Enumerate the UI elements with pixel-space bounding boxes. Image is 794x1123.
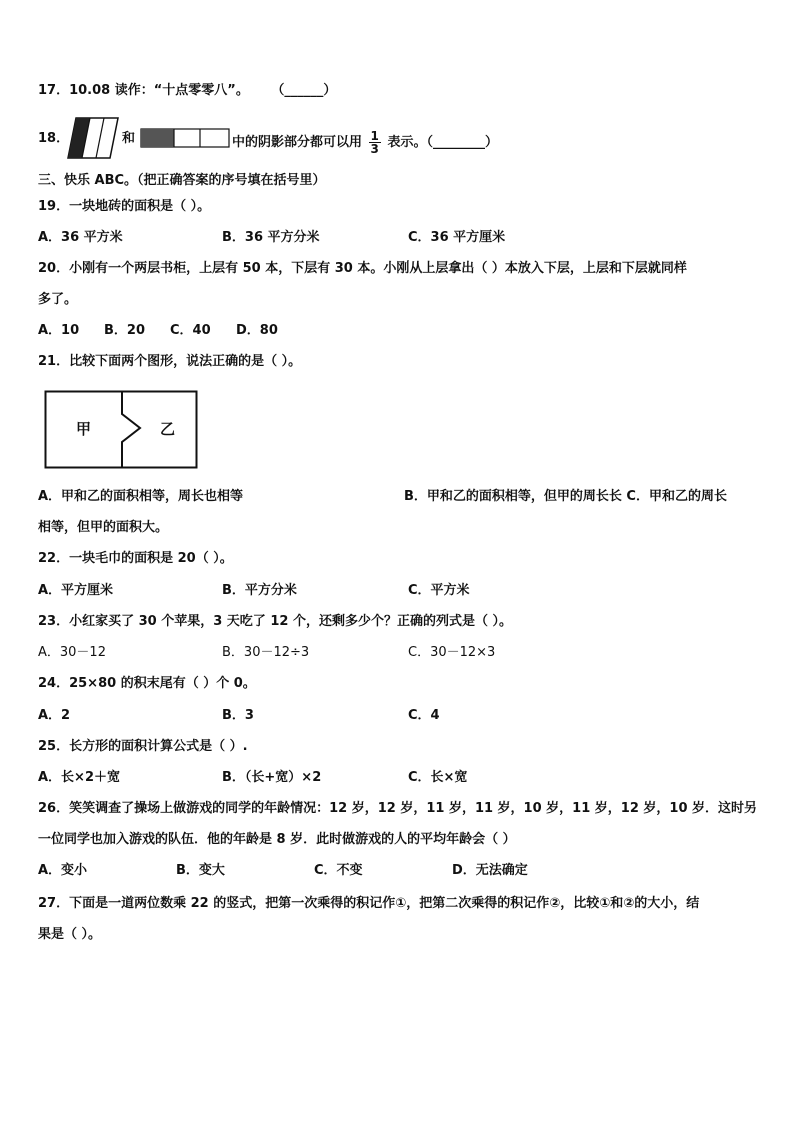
option-d[interactable]: D．80 <box>236 323 278 338</box>
question-21: 21．比较下面两个图形，说法正确的是（ ）。 <box>38 354 302 369</box>
option-c[interactable]: C．4 <box>408 708 440 723</box>
question-18-number: 18． <box>38 131 70 146</box>
question-25: 25．长方形的面积计算公式是（ ）. <box>38 739 248 754</box>
option-d[interactable]: D．无法确定 <box>452 863 528 878</box>
option-a[interactable]: A．长×2＋宽 <box>38 770 120 785</box>
question-27-line2: 果是（ ）。 <box>38 927 102 942</box>
option-a[interactable]: A．30－12 <box>38 645 106 660</box>
question-26-line1: 26．笑笑调查了操场上做游戏的同学的年龄情况：12 岁，12 岁，11 岁，11 岁，10 岁，11 岁，12 岁，10 岁．这时另 <box>38 801 758 816</box>
option-c[interactable]: C．不变 <box>314 863 363 878</box>
option-a[interactable]: A．变小 <box>38 863 88 878</box>
question-26-line2: 一位同学也加入游戏的队伍．他的年龄是 8 岁．此时做游戏的人的平均年龄会（ ） <box>38 832 516 847</box>
option-c[interactable]: C．长×宽 <box>408 770 468 785</box>
option-a[interactable]: A．36 平方米 <box>38 230 123 245</box>
question-18-text <box>232 130 498 155</box>
shape-label-jia: 甲 <box>76 420 92 438</box>
option-a[interactable]: A．2 <box>38 708 71 723</box>
option-b[interactable]: B．20 <box>104 323 145 338</box>
option-c[interactable]: C．30－12×3 <box>408 645 496 660</box>
option-a[interactable]: A．10 <box>38 323 80 338</box>
question-27-line1: 27．下面是一道两位数乘 22 的竖式，把第一次乘得的积记作①，把第二次乘得的积记作②，比较①和②的大小，结 <box>38 896 700 911</box>
option-b[interactable]: B．3 <box>222 708 254 723</box>
option-b[interactable]: B．36 平方分米 <box>222 230 320 245</box>
question-text: 10.08 读作：“十点零零八”。 <box>69 83 249 98</box>
answer-blank[interactable]: （______） <box>271 83 337 98</box>
question-number: 17． <box>38 83 70 98</box>
option-c-continued[interactable]: 相等，但甲的面积大。 <box>38 520 169 535</box>
fraction-numerator: 1 <box>370 129 379 143</box>
question-22: 22．一块毛巾的面积是 20（ ）。 <box>38 551 233 566</box>
section-title: 三、快乐 ABC。（把正确答案的序号填在括号里） <box>38 173 326 188</box>
question-20-line1: 20．小刚有一个两层书柜，上层有 50 本，下层有 30 本。小刚从上层拿出（ ）本放入下层，上层和下层就同样 <box>38 261 687 276</box>
option-c[interactable]: C．36 平方厘米 <box>408 230 506 245</box>
question-17 <box>38 82 336 100</box>
option-b[interactable]: B．30－12÷3 <box>222 645 310 660</box>
option-b[interactable]: B．（长+宽）×2 <box>222 770 322 785</box>
question-20-line2: 多了。 <box>38 292 78 307</box>
option-a[interactable]: A．甲和乙的面积相等，周长也相等 <box>38 489 244 504</box>
option-b-c[interactable]: B．甲和乙的面积相等，但甲的周长长 C．甲和乙的周长 <box>404 489 727 504</box>
parallelogram-figure <box>66 116 120 160</box>
question-text: 中的阴影部分都可以用 <box>232 135 363 150</box>
option-b[interactable]: B．变大 <box>176 863 225 878</box>
question-text: 表示。（________） <box>387 135 498 150</box>
question-23: 23．小红家买了 30 个苹果，3 天吃了 12 个，还剩多少个？正确的列式是（ ）。 <box>38 614 512 629</box>
option-a[interactable]: A．平方厘米 <box>38 583 114 598</box>
rectangle-figure <box>140 128 230 148</box>
fraction-one-third <box>369 130 381 155</box>
question-18-and: 和 <box>122 131 136 146</box>
fraction-denominator: 3 <box>370 142 379 156</box>
shape-label-yi: 乙 <box>160 420 176 438</box>
option-c[interactable]: C．平方米 <box>408 583 470 598</box>
option-b[interactable]: B．平方分米 <box>222 583 297 598</box>
question-19: 19．一块地砖的面积是（ ）。 <box>38 199 211 214</box>
option-c[interactable]: C．40 <box>170 323 211 338</box>
question-24: 24．25×80 的积末尾有（ ）个 0。 <box>38 676 256 691</box>
